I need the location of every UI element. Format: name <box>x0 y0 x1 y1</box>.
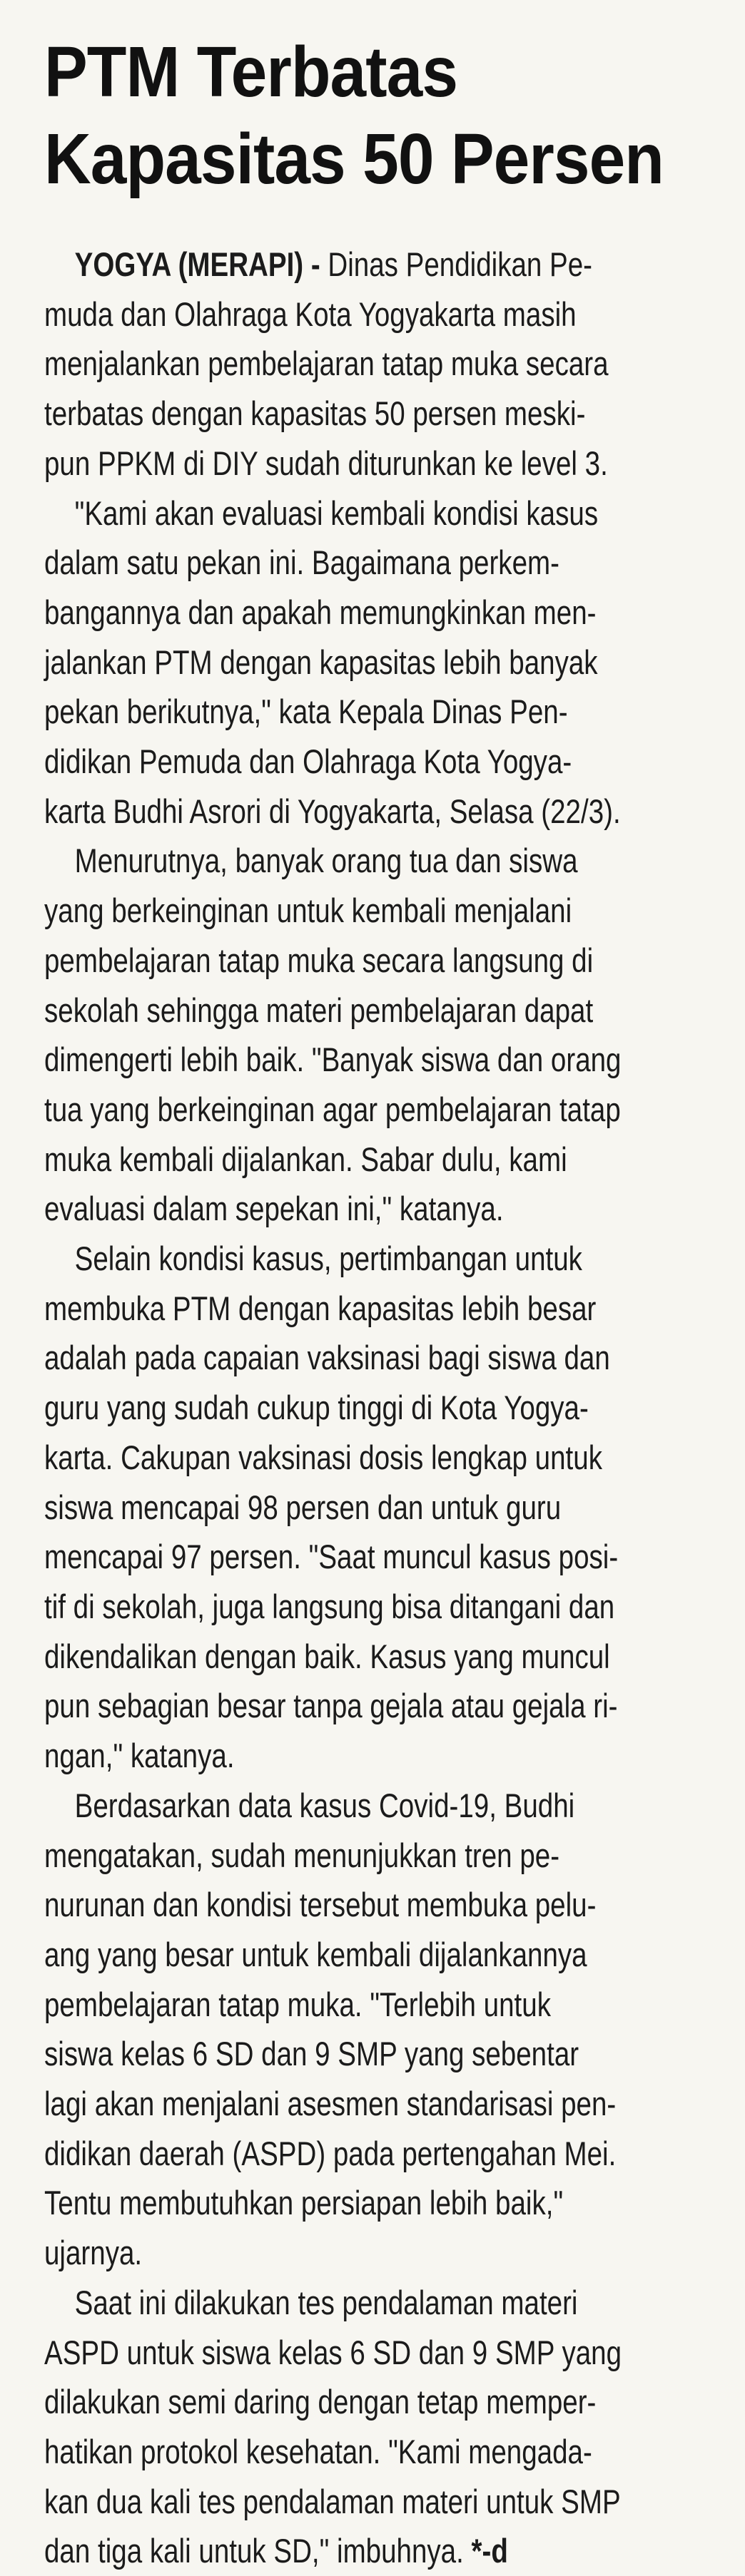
text-line: tif di sekolah, juga langsung bisa ditangani dan <box>44 1587 615 1625</box>
text-line: pun sebagian besar tanpa gejala atau gejala ri- <box>44 1687 618 1725</box>
text-line: siswa mencapai 98 persen dan untuk guru <box>44 1488 562 1526</box>
text-line: nurunan dan kondisi tersebut membuka pelu- <box>44 1886 597 1924</box>
text-line: Tentu membutuhkan persiapan lebih baik," <box>44 2184 564 2222</box>
text-line: YOGYA (MERAPI) - Dinas Pendidikan Pe- <box>74 245 593 283</box>
text-line: siswa kelas 6 SD dan 9 SMP yang sebentar <box>44 2035 579 2073</box>
headline-line-2: Kapasitas 50 Persen <box>44 119 664 199</box>
paragraph-4 <box>44 1234 735 1781</box>
text-line: pembelajaran tatap muka. "Terlebih untuk <box>44 1985 551 2023</box>
paragraph-2 <box>44 489 735 837</box>
text-line: ASPD untuk siswa kelas 6 SD dan 9 SMP yang <box>44 2333 622 2371</box>
text-line: menjalankan pembelajaran tatap muka secara <box>44 344 609 383</box>
text-line: guru yang sudah cukup tinggi di Kota Yogya- <box>44 1389 589 1427</box>
text-line: kan dua kali tes pendalaman materi untuk SMP <box>44 2482 621 2520</box>
paragraph-3 <box>44 836 735 1234</box>
text-line: didikan Pemuda dan Olahraga Kota Yogya- <box>44 742 572 781</box>
text-line: muda dan Olahraga Kota Yogyakarta masih <box>44 295 577 333</box>
article-body <box>44 240 716 2576</box>
text-line: ngan," katanya. <box>44 1737 235 1775</box>
author-initials: *-d <box>471 2532 508 2570</box>
text-line: sekolah sehingga materi pembelajaran dapat <box>44 991 594 1029</box>
text-line: Menurutnya, banyak orang tua dan siswa <box>74 842 578 880</box>
text-line: mencapai 97 persen. "Saat muncul kasus posi- <box>44 1538 619 1576</box>
headline <box>44 29 664 203</box>
text-line: Selain kondisi kasus, pertimbangan untuk <box>74 1240 582 1278</box>
text-line: ang yang besar untuk kembali dijalankannya <box>44 1935 587 1973</box>
text-line: pun PPKM di DIY sudah diturunkan ke level 3. <box>44 444 608 482</box>
text-line: Berdasarkan data kasus Covid-19, Budhi <box>74 1786 575 1824</box>
text-line: dikendalikan dengan baik. Kasus yang muncul <box>44 1637 610 1675</box>
text-line: lagi akan menjalani asesmen standarisasi pen- <box>44 2085 617 2123</box>
paragraph-1 <box>44 240 735 489</box>
paragraph-6 <box>44 2278 735 2576</box>
text-line: hatikan protokol kesehatan. "Kami mengada- <box>44 2432 592 2470</box>
text-line: tua yang berkeinginan agar pembelajaran tatap <box>44 1090 621 1128</box>
text-line: membuka PTM dengan kapasitas lebih besar <box>44 1289 597 1327</box>
text-line: jalankan PTM dengan kapasitas lebih banyak <box>44 643 598 681</box>
paragraph-5 <box>44 1781 735 2278</box>
text-line: Saat ini dilakukan tes pendalaman materi <box>74 2283 578 2321</box>
text-line: adalah pada capaian vaksinasi bagi siswa dan <box>44 1339 610 1377</box>
text-line: "Kami akan evaluasi kembali kondisi kasus <box>74 494 599 532</box>
text-line: yang berkeinginan untuk kembali menjalani <box>44 891 572 930</box>
text-line: karta Budhi Asrori di Yogyakarta, Selasa (22/3). <box>44 792 621 830</box>
text-line: pembelajaran tatap muka secara langsung di <box>44 941 594 979</box>
text-line: pekan berikutnya," kata Kepala Dinas Pen- <box>44 692 568 731</box>
headline-line-1: PTM Terbatas <box>44 32 458 112</box>
text-line: dimengerti lebih baik. "Banyak siswa dan orang <box>44 1041 622 1079</box>
text-line: karta. Cakupan vaksinasi dosis lengkap untuk <box>44 1438 602 1476</box>
dateline: YOGYA (MERAPI) - <box>74 245 320 283</box>
text-line: mengatakan, sudah menunjukkan tren pe- <box>44 1836 560 1874</box>
text-line: dalam satu pekan ini. Bagaimana perkem- <box>44 543 559 582</box>
text-line: dan tiga kali untuk SD," imbuhnya. *-d <box>44 2532 508 2570</box>
text-line: muka kembali dijalankan. Sabar dulu, kami <box>44 1140 567 1178</box>
text-line: terbatas dengan kapasitas 50 persen meski- <box>44 394 586 433</box>
text-line: ujarnya. <box>44 2234 143 2272</box>
text-line: bangannya dan apakah memungkinkan men- <box>44 593 597 631</box>
text-line: dilakukan semi daring dengan tetap memper- <box>44 2383 597 2421</box>
text-line: evaluasi dalam sepekan ini," katanya. <box>44 1190 504 1228</box>
text-line: didikan daerah (ASPD) pada pertengahan Mei. <box>44 2134 617 2172</box>
